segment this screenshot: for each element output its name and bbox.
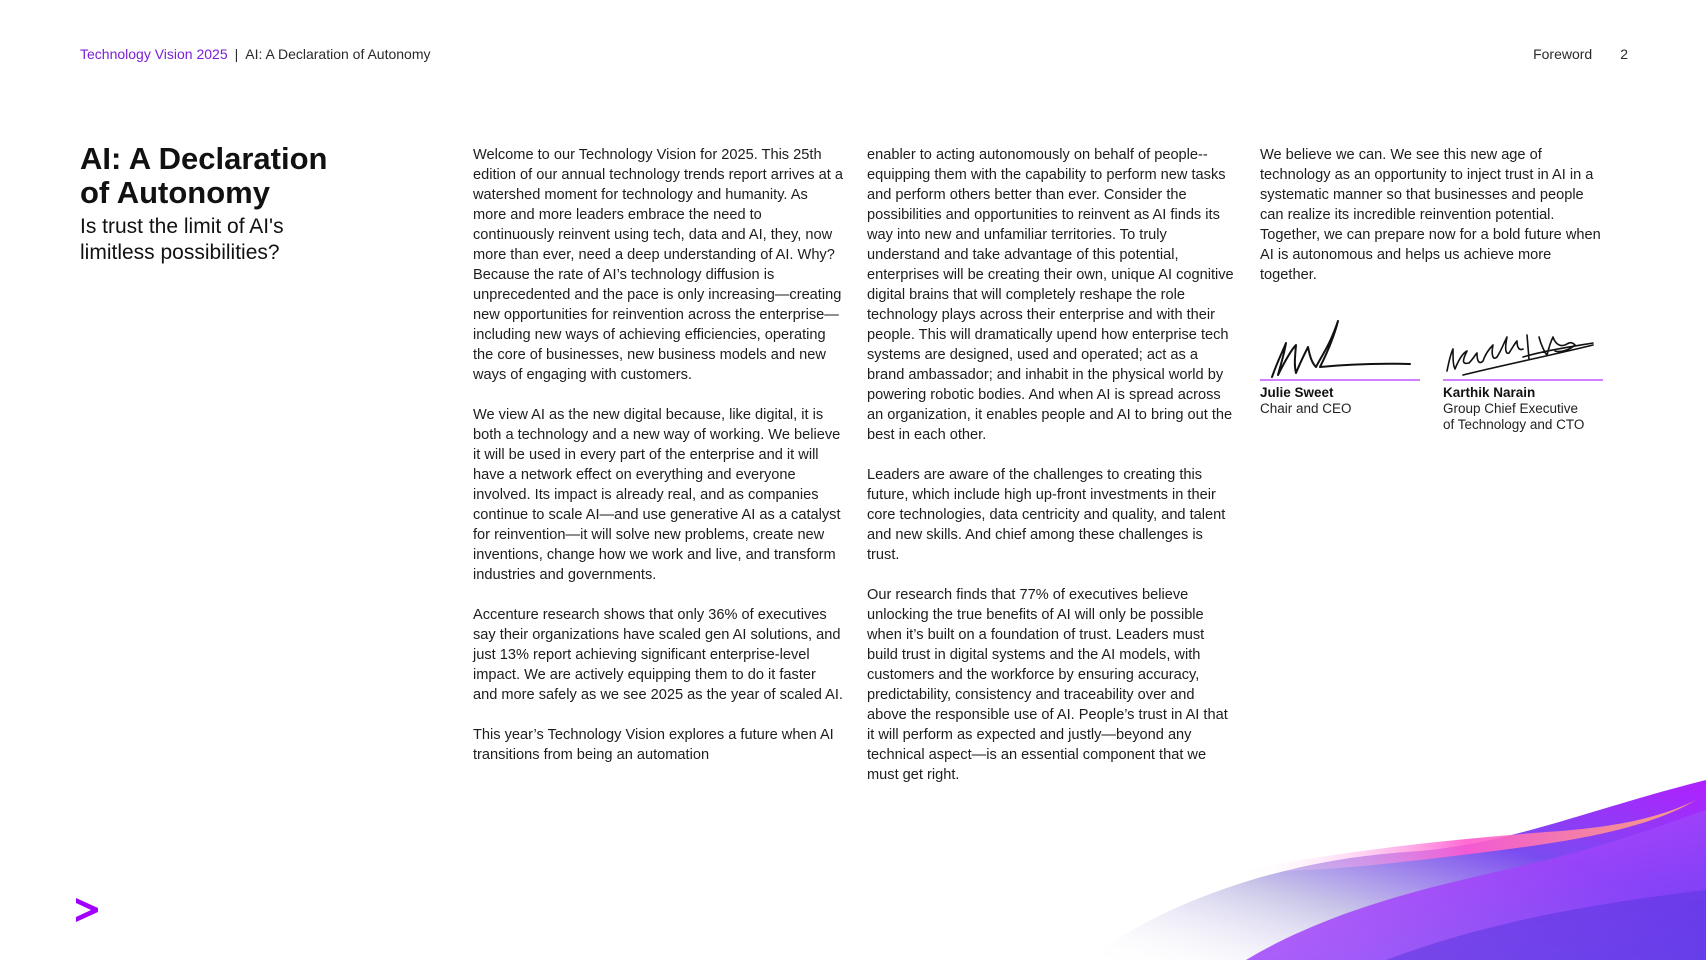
paragraph: Our research finds that 77% of executives believe unlocking the true benefits of AI will only be possible when it’s built on a foundation of trust. Leaders must build trust in digital systems and the AI models, with customers and the workforce by ensuring accuracy, predictability, consistency and traceability over and above the responsible use of AI. People’s trust in AI that it will perform as expected and justly—beyond any technical aspect—is an essential component that we must get right. (867, 587, 1228, 783)
page-title (80, 142, 420, 210)
handwritten-signature-icon (1443, 315, 1603, 381)
decorative-wave-graphic (1086, 780, 1706, 960)
body-column-1 (473, 145, 843, 785)
paragraph: We believe we can. We see this new age of technology as an opportunity to inject trust in AI in a systematic manner so that businesses and people can realize its incredible reinvention potential. Together, we can prepare now for a bold future when AI is autonomous and helps us achieve more together. (1260, 147, 1601, 283)
signer-name: Karthik Narain (1443, 385, 1536, 400)
paragraph: Leaders are aware of the challenges to creating this future, which include high up-front investments in their core technologies, data centricity and quality, and talent and new skills. And chief among these challenges is trust. (867, 467, 1226, 563)
subtitle-line-1: Is trust the limit of AI's (80, 215, 284, 238)
title-line-1: AI: A Declaration (80, 141, 328, 176)
signer-role: Group Chief Executive (1443, 401, 1579, 416)
body-column-3 (1260, 145, 1610, 305)
breadcrumb (80, 46, 431, 62)
section-label: Foreword (1533, 46, 1593, 62)
header-separator: | (234, 46, 239, 62)
header-right (1533, 46, 1628, 62)
page-header (80, 46, 1628, 66)
body-column-2 (867, 145, 1237, 805)
signer-role-line-2: of Technology and CTO (1443, 417, 1585, 432)
header-brand: Technology Vision 2025 (80, 46, 228, 62)
signature-block-julie-sweet (1260, 315, 1420, 417)
header-doc-title: AI: A Declaration of Autonomy (245, 46, 431, 62)
accenture-chevron-icon (76, 898, 98, 922)
title-block (80, 142, 420, 266)
title-line-2: of Autonomy (80, 175, 270, 210)
signer-name: Julie Sweet (1260, 385, 1334, 400)
paragraph: Welcome to our Technology Vision for 2025. This 25th edition of our annual technology trends report arrives at a watershed moment for technology and humanity. As more and more leaders embrace the need to continuously reinvent using tech, data and AI, they, now more than ever, need a deep understanding of AI. Why? Because the rate of AI’s technology diffusion is unprecedented and the pace is only increasing—creating new opportunities for reinvention across the enterprise—including new ways of achieving efficiencies, operating the core of businesses, new business models and new ways of engaging with customers. (473, 147, 843, 383)
page-subtitle (80, 214, 420, 266)
paragraph: This year’s Technology Vision explores a future when AI transitions from being an automation (473, 727, 834, 763)
signature-block-karthik-narain (1443, 315, 1603, 433)
signer-role: Chair and CEO (1260, 401, 1352, 416)
subtitle-line-2: limitless possibilities? (80, 241, 280, 264)
page-number: 2 (1620, 46, 1628, 62)
paragraph: Accenture research shows that only 36% of executives say their organizations have scaled gen AI solutions, and just 13% report achieving significant enterprise-level impact. We are actively equipping them to do it faster and more safely as we see 2025 as the year of scaled AI. (473, 607, 843, 703)
handwritten-signature-icon (1260, 315, 1420, 381)
paragraph: We view AI as the new digital because, like digital, it is both a technology and a new way of working. We believe it will be used in every part of the enterprise and it will have a network effect on everything and everyone involved. Its impact is already real, and as companies continue to scale AI—and use generative AI as a catalyst for reinvention—it will solve new problems, create new inventions, change how we work and live, and transform industries and governments. (473, 407, 841, 583)
paragraph: enabler to acting autonomously on behalf of people--equipping them with the capability to perform new tasks and perform others better than ever. Consider the possibilities and opportunities to reinvent as AI finds its way into new and unfamiliar territories. To truly understand and take advantage of this potential, enterprises will be creating their own, unique AI cognitive digital brains that will completely reshape the role technology plays across their enterprise and with their people. This will dramatically upend how enterprise tech systems are designed, used and operated; act as a brand ambassador; and inhabit in the physical world by powering robotic bodies. And when AI is spread across an organization, it enables people and AI to bring out the best in each other. (867, 147, 1234, 443)
